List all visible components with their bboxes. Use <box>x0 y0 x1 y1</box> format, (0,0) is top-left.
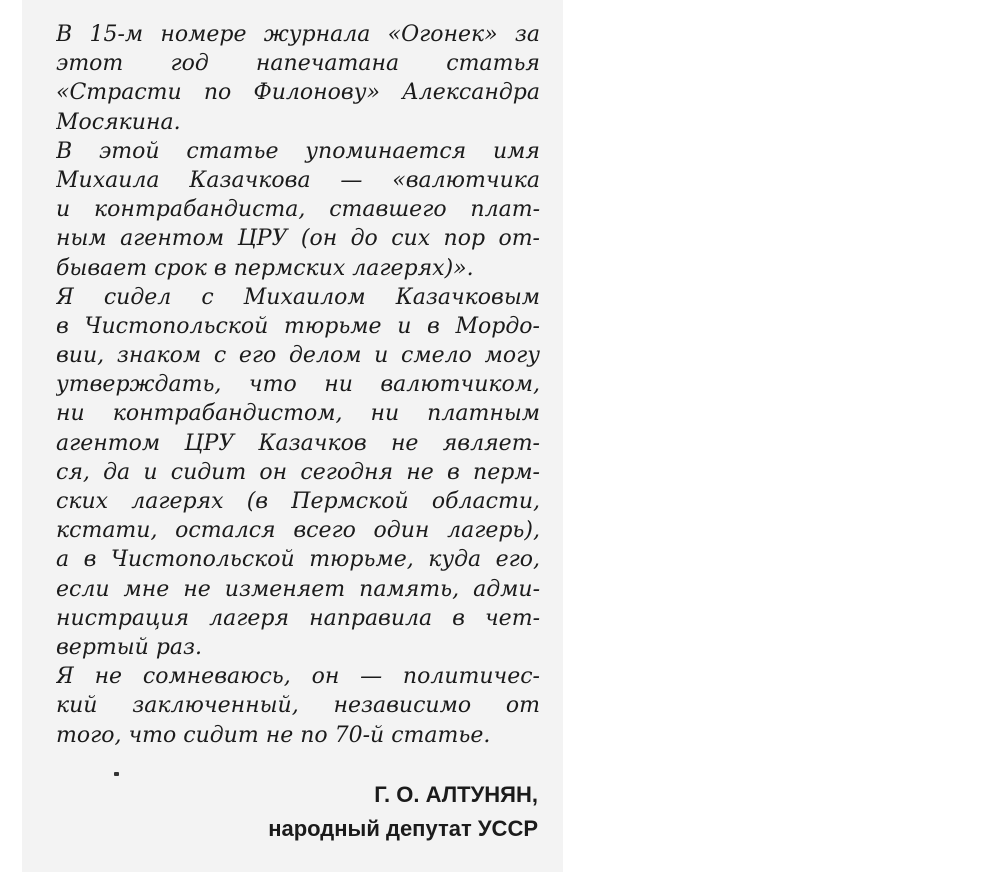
text-line: ным агентом ЦРУ (он до сих пор от- <box>56 226 540 252</box>
text-line: ни контрабандистом, ни платным <box>56 401 540 427</box>
text-line: вертый раз. <box>56 634 203 660</box>
text-line: кстати, остался всего один лагерь), <box>56 518 540 544</box>
text-line: Я сидел с Михаилом Казачковым <box>56 284 540 310</box>
text-line: того, что сидит не по 70-й статье. <box>56 722 491 748</box>
paragraph-2 <box>56 137 540 283</box>
print-speck <box>114 772 119 776</box>
text-line: Мосякина. <box>56 109 181 135</box>
text-line: в Чистопольской тюрьме и в Мордо- <box>56 313 540 339</box>
paragraph-1 <box>56 20 540 137</box>
text-line: В 15-м номере журнала «Огонек» за <box>56 22 540 47</box>
letter-body <box>56 20 540 750</box>
text-line: вии, знаком с его делом и смело могу <box>56 343 540 369</box>
text-line: бывает срок в пермских лагерях)». <box>56 255 474 281</box>
text-line: ских лагерях (в Пермской области, <box>56 489 540 514</box>
text-line: ся, да и сидит он сегодня не в перм- <box>56 459 540 485</box>
paragraph-3 <box>56 283 540 662</box>
paragraph-4 <box>56 662 540 750</box>
text-line: В этой статье упоминается имя <box>56 138 540 164</box>
text-line: нистрация лагеря направила в чет- <box>56 605 540 631</box>
text-line: этот год напечатана статья <box>56 51 540 77</box>
text-line: «Страсти по Филонову» Александра <box>56 80 540 106</box>
author-name: Г. О. АЛТУНЯН, <box>374 782 538 807</box>
text-line: и контрабандиста, ставшего плат- <box>56 197 540 223</box>
text-line: если мне не изменяет память, адми- <box>56 576 540 602</box>
text-line: а в Чистопольской тюрьме, куда его, <box>56 547 540 573</box>
text-line: утверждать, что ни валютчиком, <box>56 372 540 398</box>
text-line: Михаила Казачкова — «валютчика <box>56 167 540 193</box>
text-line: кий заключенный, независимо от <box>56 693 540 719</box>
text-line: Я не сомневаюсь, он — политичес- <box>56 664 540 690</box>
text-line: агентом ЦРУ Казачков не являет- <box>56 430 540 456</box>
signature-block <box>138 778 538 846</box>
author-title: народный депутат УССР <box>268 816 538 841</box>
